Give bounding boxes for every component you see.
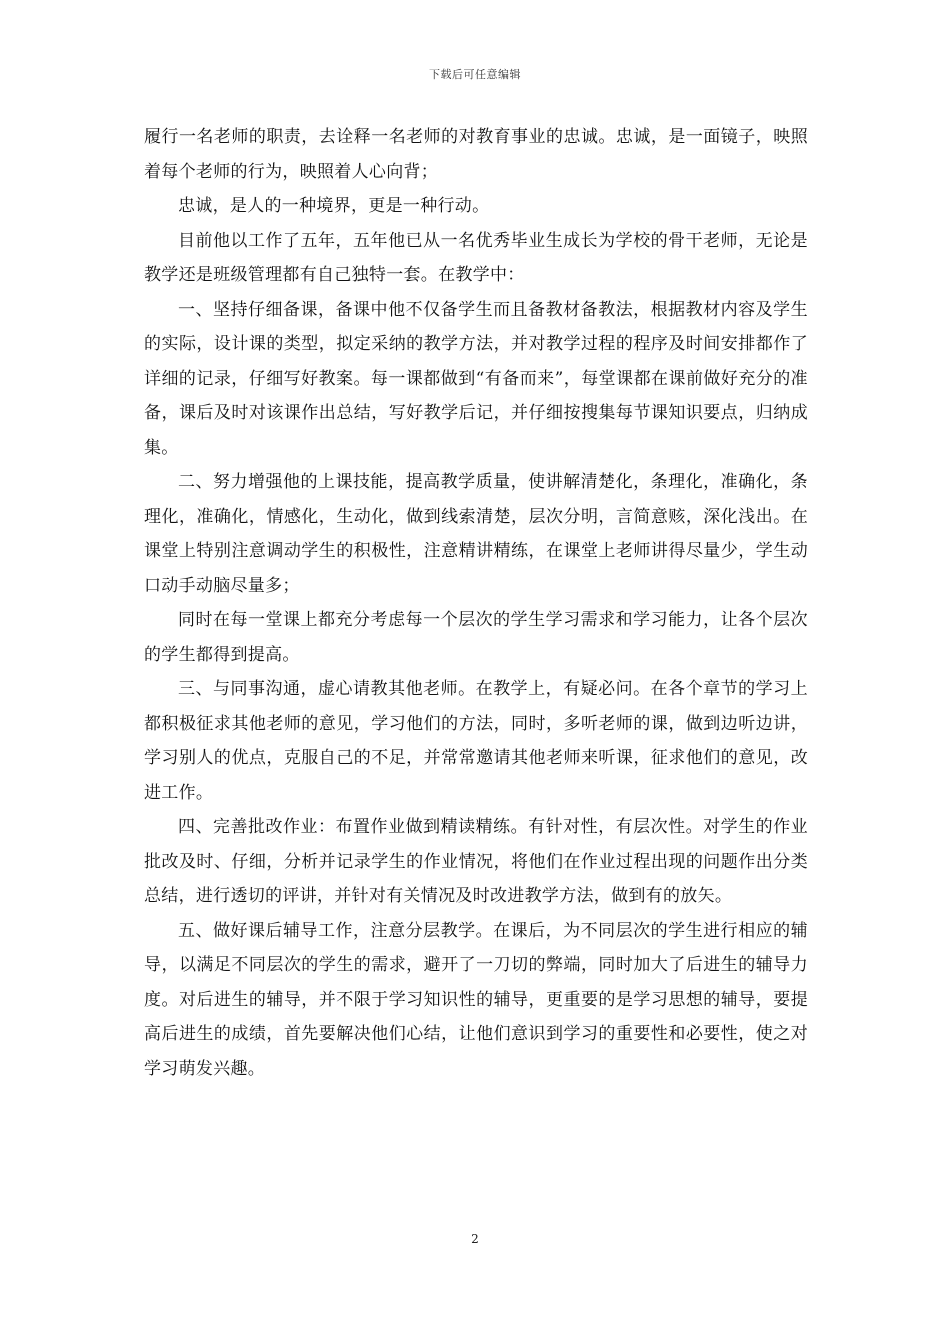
document-body [144, 120, 808, 1086]
paragraph: 四、完善批改作业：布置作业做到精读精练。有针对性，有层次性。对学生的作业批改及时、仔细，分析并记录学生的作业情况，将他们在作业过程出现的问题作出分类总结，进行透切的评讲，并针对有关情况及时改进教学方法，做到有的放矢。 [144, 817, 808, 906]
paragraph: 同时在每一堂课上都充分考虑每一个层次的学生学习需求和学习能力，让各个层次的学生都得到提高。 [144, 610, 808, 665]
paragraph: 三、与同事沟通，虚心请教其他老师。在教学上，有疑必问。在各个章节的学习上都积极征求其他老师的意见，学习他们的方法，同时，多听老师的课，做到边听边讲，学习别人的优点，克服自己的不足，并常常邀请其他老师来听课，征求他们的意见，改进工作。 [144, 679, 808, 803]
page-header: 下载后可任意编辑 [429, 68, 521, 81]
paragraph: 目前他以工作了五年，五年他已从一名优秀毕业生成长为学校的骨干老师，无论是教学还是班级管理都有自己独特一套。在教学中： [144, 230, 808, 285]
paragraph: 一、坚持仔细备课，备课中他不仅备学生而且备教材备教法，根据教材内容及学生的实际，设计课的类型，拟定采纳的教学方法，并对教学过程的程序及时间安排都作了详细的记录，仔细写好教案。每一课都做到“有备而来”，每堂课都在课前做好充分的准备，课后及时对该课作出总结，写好教学后记，并仔细按搜集每节课知识要点，归纳成集。 [144, 299, 808, 458]
paragraph-continued: 履行一名老师的职责，去诠释一名老师的对教育事业的忠诚。忠诚，是一面镜子，映照着每个老师的行为，映照着人心向背； [144, 127, 808, 182]
page-number: 2 [471, 1232, 479, 1246]
paragraph: 忠诚，是人的一种境界，更是一种行动。 [178, 196, 490, 216]
paragraph: 二、努力增强他的上课技能，提高教学质量，使讲解清楚化，条理化，准确化，条理化，准确化，情感化，生动化，做到线索清楚，层次分明，言简意赅，深化浅出。在课堂上特别注意调动学生的积极性，注意精讲精练，在课堂上老师讲得尽量少，学生动口动手动脑尽量多； [144, 472, 808, 596]
paragraph: 五、做好课后辅导工作，注意分层教学。在课后，为不同层次的学生进行相应的辅导，以满足不同层次的学生的需求，避开了一刀切的弊端，同时加大了后进生的辅导力度。对后进生的辅导，并不限于学习知识性的辅导，更重要的是学习思想的辅导，要提高后进生的成绩，首先要解决他们心结，让他们意识到学习的重要性和必要性，使之对学习萌发兴趣。 [144, 920, 808, 1079]
